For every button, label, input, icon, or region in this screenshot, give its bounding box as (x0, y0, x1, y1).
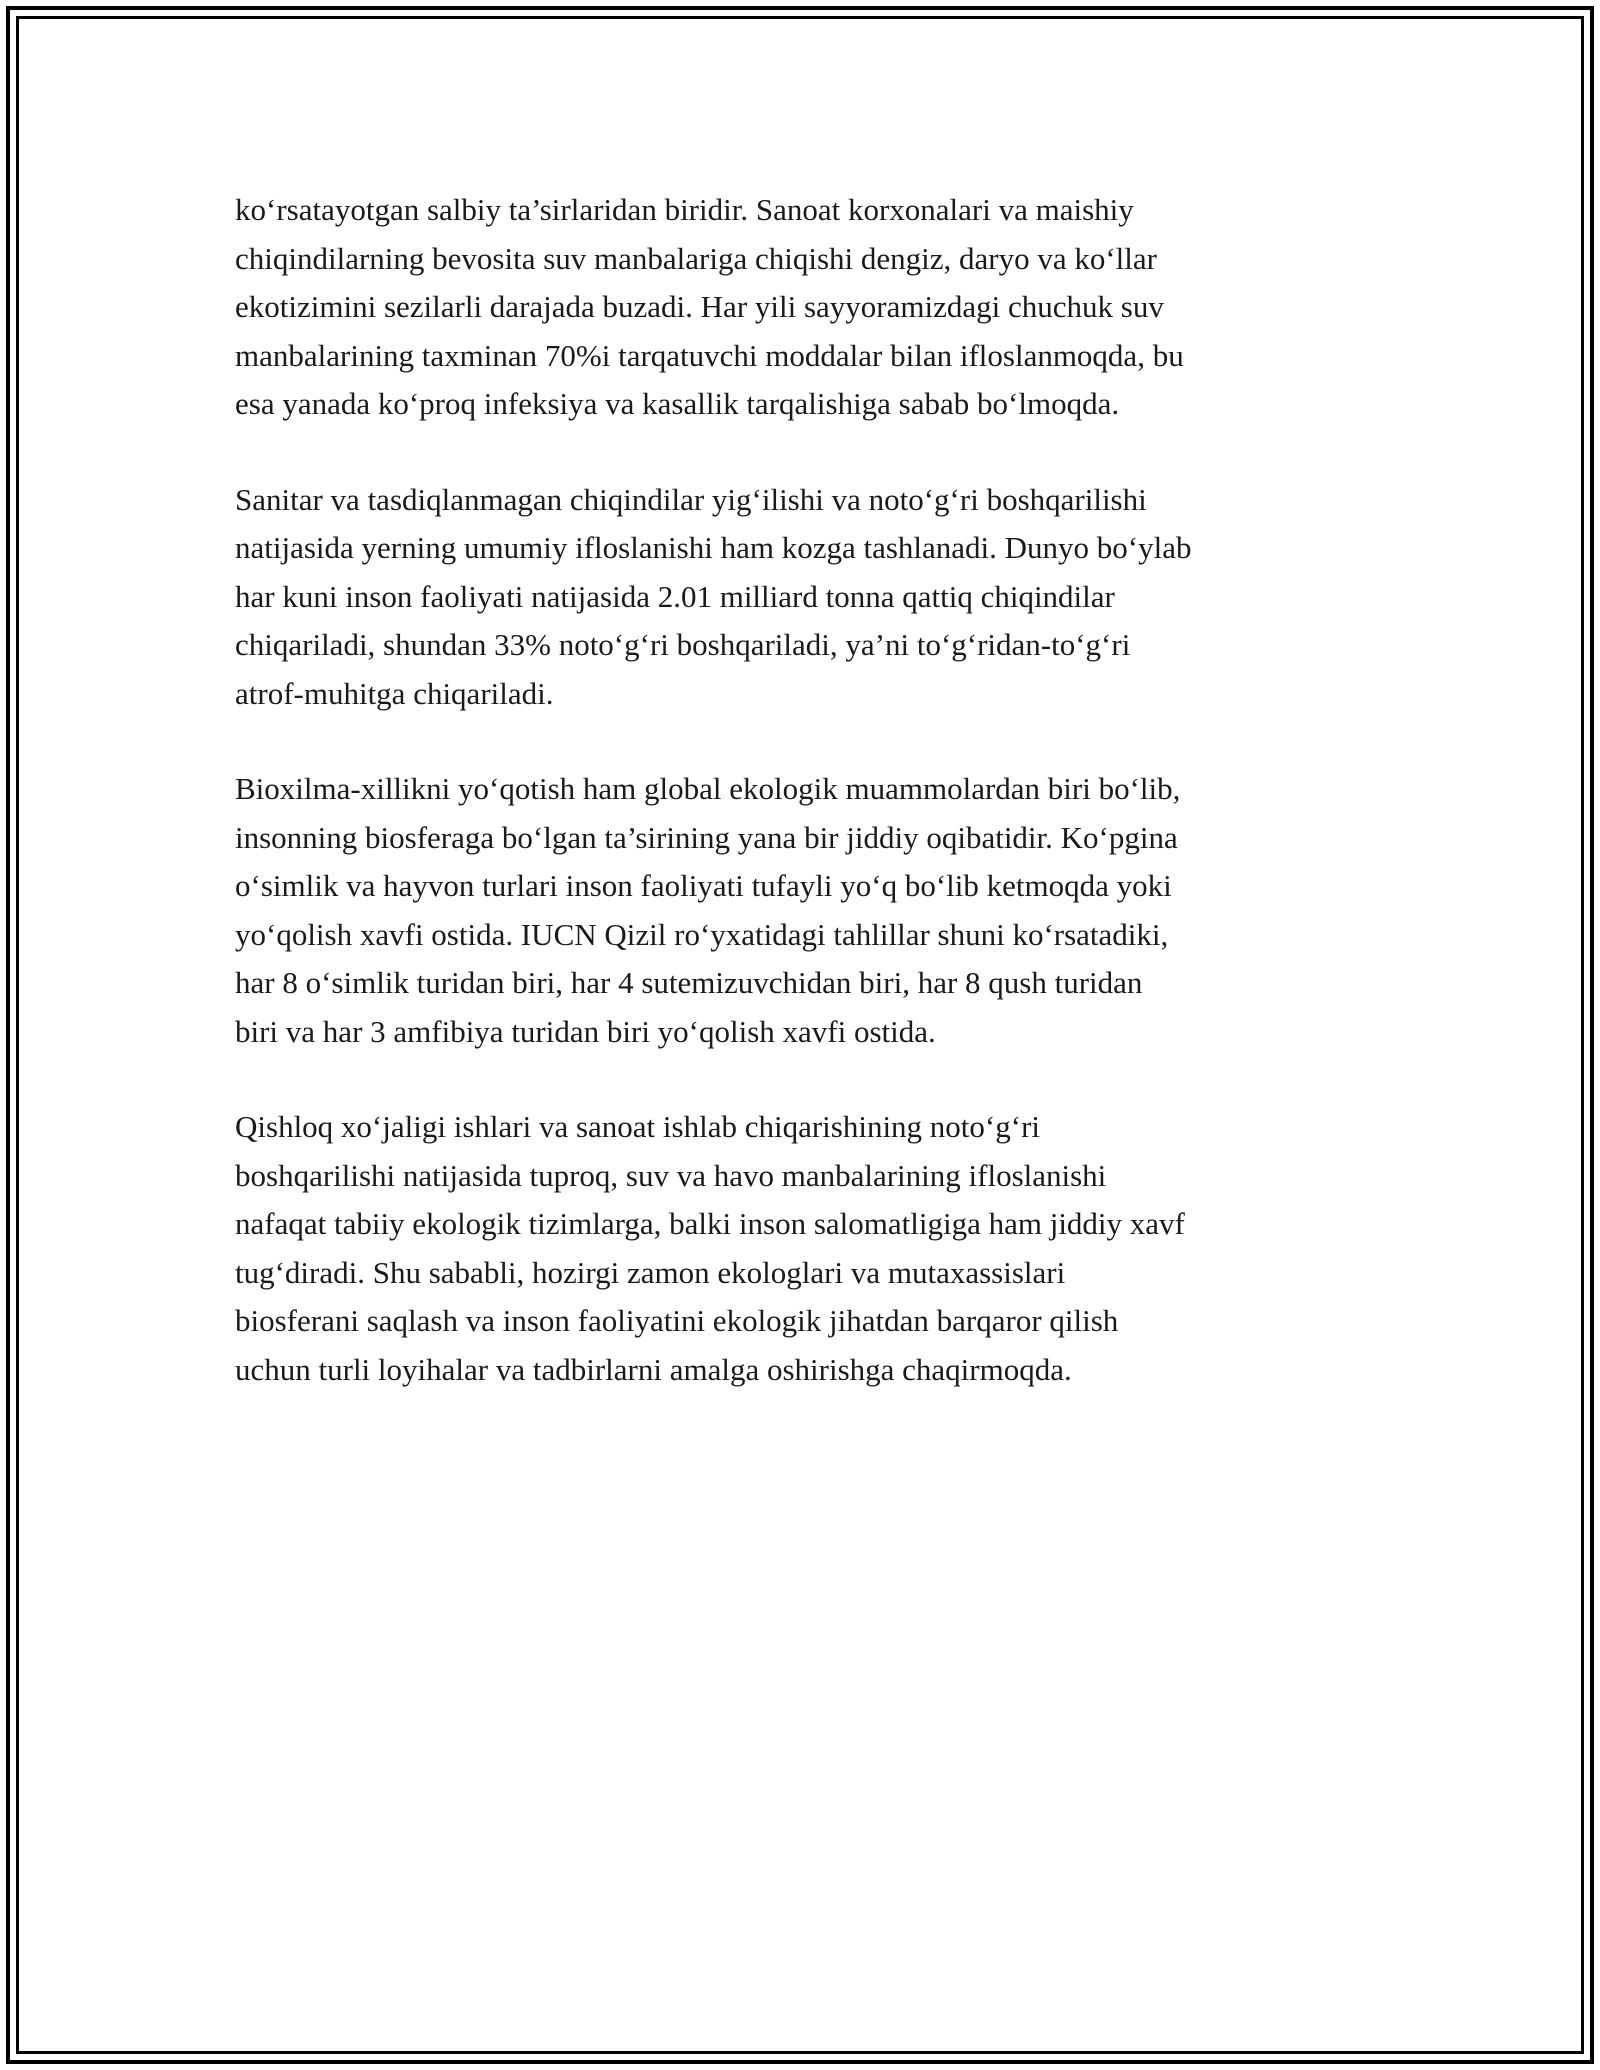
text-line: Qishloq xo‘jaligi ishlari va sanoat ishlab chiqarishining noto‘g‘ri (235, 1109, 1041, 1144)
text-line: ekotizimini sezilarli darajada buzadi. Har yili sayyoramizdagi chuchuk suv (235, 289, 1164, 324)
text-line: manbalarining taxminan 70%i tarqatuvchi moddalar bilan ifloslanmoqda, bu (235, 337, 1184, 373)
text-line: boshqarilishi natijasida tuproq, suv va havo manbalarining ifloslanishi (235, 1157, 1107, 1193)
text-line: tug‘diradi. Shu sababli, hozirgi zamon ekologlari va mutaxassislari (235, 1254, 1066, 1290)
text-line: atrof-muhitga chiqariladi. (235, 675, 554, 711)
text-line: chiqindilarning bevosita suv manbalariga chiqishi dengiz, daryo va ko‘llar (235, 240, 1157, 276)
paragraph-waste-management (235, 476, 1385, 719)
text-line: nafaqat tabiiy ekologik tizimlarga, balki inson salomatligiga ham jiddiy xavf (235, 1206, 1185, 1241)
text-line: esa yanada ko‘proq infeksiya va kasallik tarqalishiga sabab bo‘lmoqda. (235, 386, 1120, 421)
text-line: uchun turli loyihalar va tadbirlarni amalga oshirishga chaqirmoqda. (235, 1351, 1072, 1387)
document-body (235, 186, 1385, 1441)
text-line: yo‘qolish xavfi ostida. IUCN Qizil ro‘yxatidagi tahlillar shuni ko‘rsatadiki, (235, 916, 1169, 952)
text-line: Sanitar va tasdiqlanmagan chiqindilar yig‘ilishi va noto‘g‘ri boshqarilishi (235, 481, 1147, 517)
text-line: har kuni inson faoliyati natijasida 2.01 milliard tonna qattiq chiqindilar (235, 578, 1115, 614)
text-line: har 8 o‘simlik turidan biri, har 4 sutemizuvchidan biri, har 8 qush turidan (235, 965, 1143, 1000)
text-line: o‘simlik va hayvon turlari inson faoliyati tufayli yo‘q bo‘lib ketmoqda yoki (235, 868, 1172, 903)
paragraph-biodiversity (235, 765, 1385, 1056)
text-line: biri va har 3 amfibiya turidan biri yo‘qolish xavfi ostida. (235, 1013, 936, 1049)
text-line: insonning biosferaga bo‘lgan ta’sirining yana bir jiddiy oqibatidir. Ko‘pgina (235, 819, 1178, 855)
text-line: Bioxilma-xillikni yo‘qotish ham global ekologik muammolardan biri bo‘lib, (235, 771, 1181, 806)
text-line: natijasida yerning umumiy ifloslanishi ham kozga tashlanadi. Dunyo bo‘ylab (235, 530, 1192, 565)
paragraph-water-pollution (235, 186, 1385, 429)
paragraph-agriculture-industry (235, 1103, 1385, 1394)
text-line: ko‘rsatayotgan salbiy ta’sirlaridan biridir. Sanoat korxonalari va maishiy (235, 192, 1134, 227)
text-line: biosferani saqlash va inson faoliyatini ekologik jihatdan barqaror qilish (235, 1303, 1119, 1338)
text-line: chiqariladi, shundan 33% noto‘g‘ri boshqariladi, ya’ni to‘g‘ridan-to‘g‘ri (235, 627, 1131, 662)
